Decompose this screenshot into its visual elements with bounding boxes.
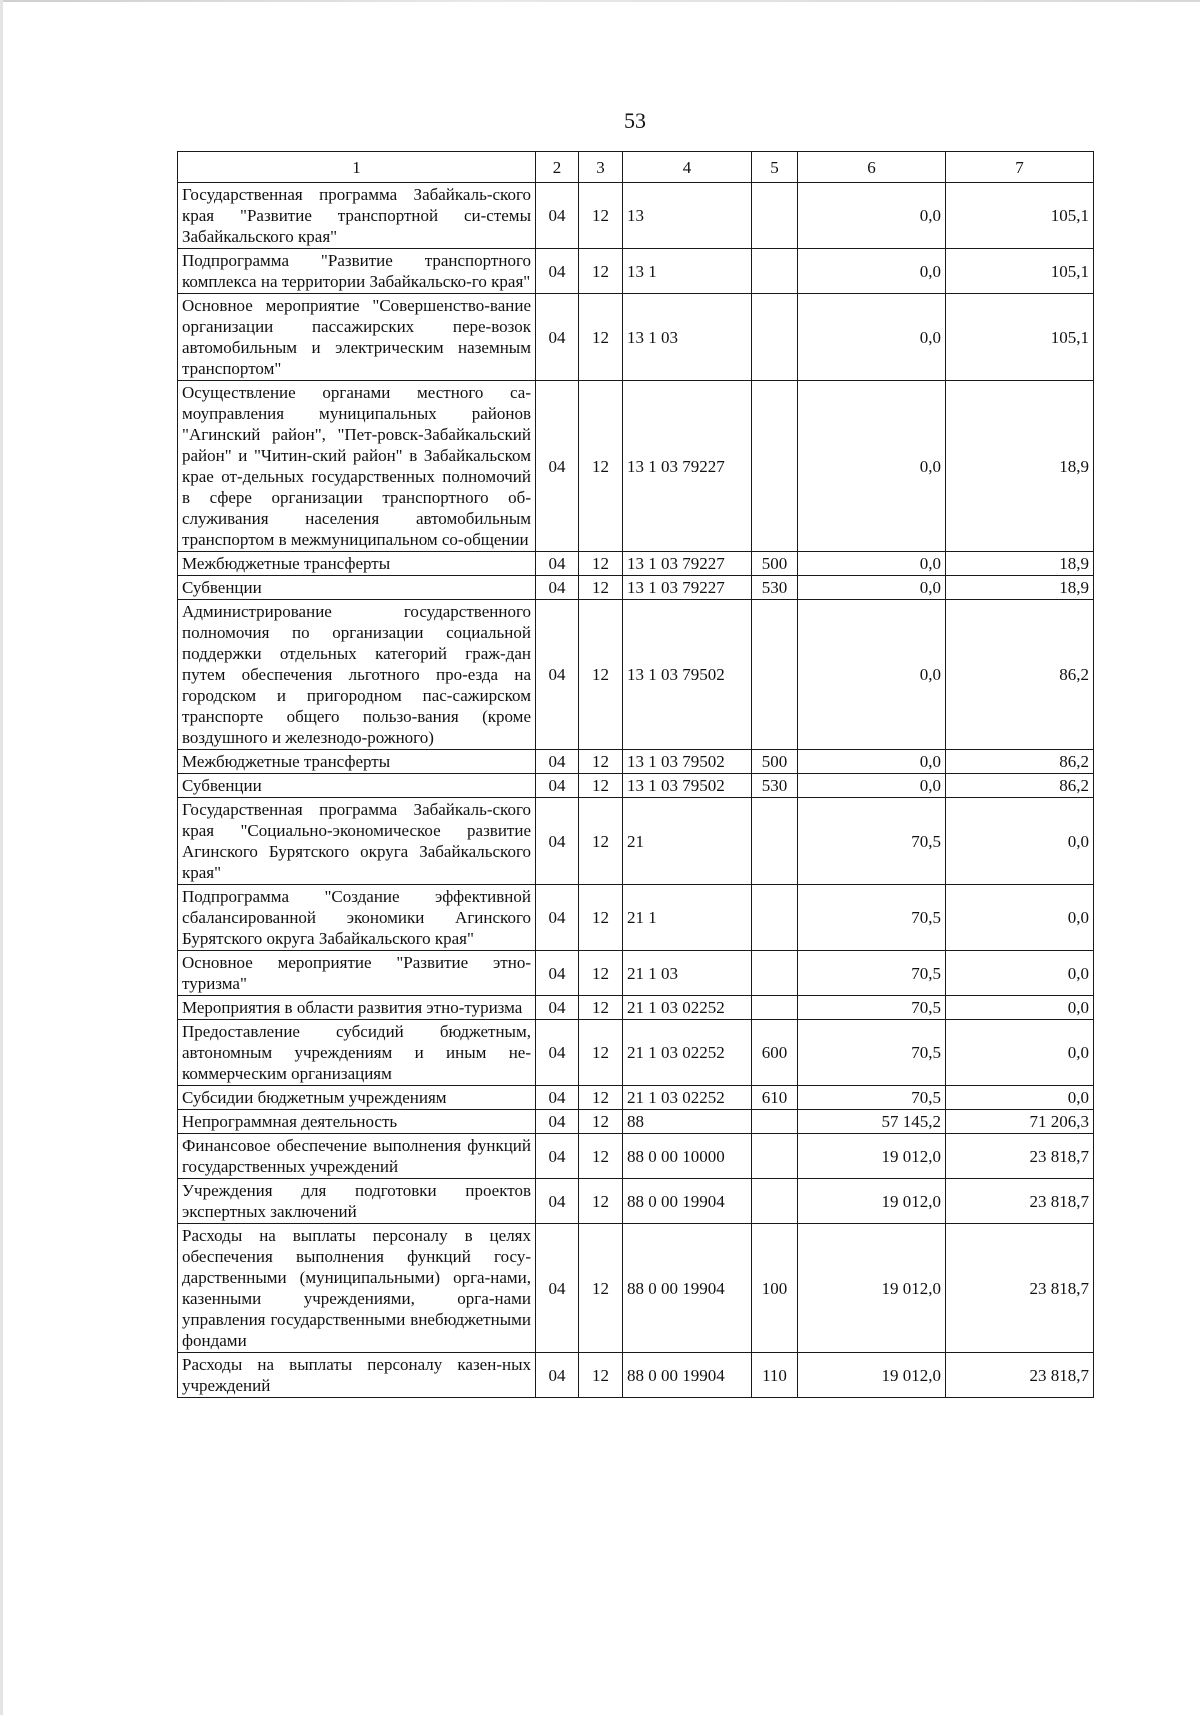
subsection-code-cell: 12 bbox=[579, 798, 623, 885]
subsection-code-cell: 12 bbox=[579, 1179, 623, 1224]
amount-col7-cell: 86,2 bbox=[946, 600, 1094, 750]
row-name-cell: Финансовое обеспечение выполнения функций государственных учреждений bbox=[178, 1134, 536, 1179]
expense-type-cell: 610 bbox=[752, 1086, 798, 1110]
amount-col6-cell: 70,5 bbox=[798, 798, 946, 885]
row-name-cell: Межбюджетные трансферты bbox=[178, 750, 536, 774]
amount-col7-cell: 23 818,7 bbox=[946, 1353, 1094, 1398]
amount-col6-cell: 0,0 bbox=[798, 183, 946, 249]
subsection-code-cell: 12 bbox=[579, 885, 623, 951]
subsection-code-cell: 12 bbox=[579, 1224, 623, 1353]
amount-col7-cell: 0,0 bbox=[946, 1020, 1094, 1086]
expense-type-cell bbox=[752, 183, 798, 249]
subsection-code-cell: 12 bbox=[579, 774, 623, 798]
amount-col7-cell: 105,1 bbox=[946, 249, 1094, 294]
target-article-cell: 21 1 03 02252 bbox=[623, 1020, 752, 1086]
table-row bbox=[178, 798, 1094, 885]
target-article-cell: 13 1 03 79502 bbox=[623, 774, 752, 798]
expense-type-cell bbox=[752, 381, 798, 552]
row-name-cell: Подпрограмма "Развитие транспортного комплекса на территории Забайкальско-го края" bbox=[178, 249, 536, 294]
table-row bbox=[178, 951, 1094, 996]
row-name-cell: Субвенции bbox=[178, 774, 536, 798]
expense-type-cell: 500 bbox=[752, 552, 798, 576]
target-article-cell: 13 1 03 79227 bbox=[623, 576, 752, 600]
table-row bbox=[178, 1224, 1094, 1353]
section-code-cell: 04 bbox=[536, 885, 579, 951]
table-row bbox=[178, 1110, 1094, 1134]
amount-col7-cell: 0,0 bbox=[946, 996, 1094, 1020]
row-name-cell: Осуществление органами местного са-моуправления муниципальных районов "Агинский район", "Пет-ровск-Забайкальский район" и "Читин-ский район" в Забайкальском крае от-дельных государственных полномочий в сфере организации транспортного об-служивания населения автомобильным транспортом в межмуниципальном со-общении bbox=[178, 381, 536, 552]
row-name-cell: Непрограммная деятельность bbox=[178, 1110, 536, 1134]
section-code-cell: 04 bbox=[536, 1353, 579, 1398]
section-code-cell: 04 bbox=[536, 249, 579, 294]
section-code-cell: 04 bbox=[536, 1020, 579, 1086]
amount-col7-cell: 71 206,3 bbox=[946, 1110, 1094, 1134]
table-row bbox=[178, 1086, 1094, 1110]
table-row bbox=[178, 885, 1094, 951]
amount-col7-cell: 0,0 bbox=[946, 1086, 1094, 1110]
amount-col6-cell: 70,5 bbox=[798, 1086, 946, 1110]
subsection-code-cell: 12 bbox=[579, 1086, 623, 1110]
amount-col7-cell: 105,1 bbox=[946, 294, 1094, 381]
table-row bbox=[178, 183, 1094, 249]
amount-col6-cell: 70,5 bbox=[798, 1020, 946, 1086]
table-row bbox=[178, 996, 1094, 1020]
page-number: 53 bbox=[624, 108, 646, 133]
table-row bbox=[178, 249, 1094, 294]
subsection-code-cell: 12 bbox=[579, 1110, 623, 1134]
expense-type-cell bbox=[752, 249, 798, 294]
amount-col7-cell: 23 818,7 bbox=[946, 1134, 1094, 1179]
amount-col7-cell: 86,2 bbox=[946, 750, 1094, 774]
row-name-cell: Государственная программа Забайкаль-ского края "Развитие транспортной си-стемы Забайкальского края" bbox=[178, 183, 536, 249]
table-row bbox=[178, 1179, 1094, 1224]
row-name-cell: Подпрограмма "Создание эффективной сбалансированной экономики Агинского Бурятского округа Забайкальского края" bbox=[178, 885, 536, 951]
row-name-cell: Расходы на выплаты персоналу казен-ных учреждений bbox=[178, 1353, 536, 1398]
row-name-cell: Мероприятия в области развития этно-туризма bbox=[178, 996, 536, 1020]
table-row bbox=[178, 600, 1094, 750]
column-header: 7 bbox=[946, 152, 1094, 183]
column-header: 5 bbox=[752, 152, 798, 183]
subsection-code-cell: 12 bbox=[579, 996, 623, 1020]
section-code-cell: 04 bbox=[536, 1224, 579, 1353]
row-name-cell: Расходы на выплаты персоналу в целях обеспечения выполнения функций госу-дарственными (муниципальными) орга-нами, казенными учреждениями, орга-нами управления государственными внебюджетными фондами bbox=[178, 1224, 536, 1353]
amount-col7-cell: 0,0 bbox=[946, 951, 1094, 996]
table-row bbox=[178, 774, 1094, 798]
subsection-code-cell: 12 bbox=[579, 1353, 623, 1398]
section-code-cell: 04 bbox=[536, 951, 579, 996]
amount-col6-cell: 19 012,0 bbox=[798, 1353, 946, 1398]
expense-type-cell bbox=[752, 1110, 798, 1134]
subsection-code-cell: 12 bbox=[579, 600, 623, 750]
table-row bbox=[178, 1134, 1094, 1179]
target-article-cell: 88 0 00 10000 bbox=[623, 1134, 752, 1179]
section-code-cell: 04 bbox=[536, 381, 579, 552]
expense-type-cell: 110 bbox=[752, 1353, 798, 1398]
subsection-code-cell: 12 bbox=[579, 951, 623, 996]
amount-col6-cell: 19 012,0 bbox=[798, 1134, 946, 1179]
expense-type-cell bbox=[752, 600, 798, 750]
expense-type-cell bbox=[752, 1134, 798, 1179]
section-code-cell: 04 bbox=[536, 750, 579, 774]
subsection-code-cell: 12 bbox=[579, 552, 623, 576]
column-header: 4 bbox=[623, 152, 752, 183]
target-article-cell: 13 1 03 bbox=[623, 294, 752, 381]
target-article-cell: 13 1 03 79227 bbox=[623, 552, 752, 576]
row-name-cell: Учреждения для подготовки проектов экспертных заключений bbox=[178, 1179, 536, 1224]
scan-edge-left bbox=[0, 0, 3, 1715]
amount-col7-cell: 23 818,7 bbox=[946, 1224, 1094, 1353]
amount-col6-cell: 19 012,0 bbox=[798, 1179, 946, 1224]
target-article-cell: 21 bbox=[623, 798, 752, 885]
section-code-cell: 04 bbox=[536, 600, 579, 750]
amount-col7-cell: 18,9 bbox=[946, 381, 1094, 552]
amount-col7-cell: 0,0 bbox=[946, 798, 1094, 885]
amount-col6-cell: 19 012,0 bbox=[798, 1224, 946, 1353]
scan-edge-top bbox=[0, 0, 1200, 2]
row-name-cell: Основное мероприятие "Развитие этно-туризма" bbox=[178, 951, 536, 996]
row-name-cell: Администрирование государственного полномочия по организации социальной поддержки отдельных категорий граж-дан путем обеспечения льготного про-езда на городском и пригородном пас-сажирском транспорте общего пользо-вания (кроме воздушного и железнодо-рожного) bbox=[178, 600, 536, 750]
section-code-cell: 04 bbox=[536, 552, 579, 576]
expense-type-cell: 100 bbox=[752, 1224, 798, 1353]
subsection-code-cell: 12 bbox=[579, 1134, 623, 1179]
budget-table bbox=[177, 151, 1094, 1398]
target-article-cell: 88 0 00 19904 bbox=[623, 1224, 752, 1353]
amount-col7-cell: 105,1 bbox=[946, 183, 1094, 249]
section-code-cell: 04 bbox=[536, 798, 579, 885]
target-article-cell: 21 1 03 02252 bbox=[623, 1086, 752, 1110]
section-code-cell: 04 bbox=[536, 1086, 579, 1110]
table-row bbox=[178, 381, 1094, 552]
target-article-cell: 13 1 03 79227 bbox=[623, 381, 752, 552]
column-header: 1 bbox=[178, 152, 536, 183]
subsection-code-cell: 12 bbox=[579, 1020, 623, 1086]
row-name-cell: Межбюджетные трансферты bbox=[178, 552, 536, 576]
subsection-code-cell: 12 bbox=[579, 381, 623, 552]
section-code-cell: 04 bbox=[536, 1179, 579, 1224]
target-article-cell: 21 1 bbox=[623, 885, 752, 951]
target-article-cell: 21 1 03 bbox=[623, 951, 752, 996]
subsection-code-cell: 12 bbox=[579, 750, 623, 774]
amount-col6-cell: 0,0 bbox=[798, 750, 946, 774]
row-name-cell: Субсидии бюджетным учреждениям bbox=[178, 1086, 536, 1110]
table-row bbox=[178, 294, 1094, 381]
target-article-cell: 88 bbox=[623, 1110, 752, 1134]
row-name-cell: Субвенции bbox=[178, 576, 536, 600]
row-name-cell: Основное мероприятие "Совершенство-вание организации пассажирских пере-возок автомобильным и электрическим наземным транспортом" bbox=[178, 294, 536, 381]
amount-col7-cell: 23 818,7 bbox=[946, 1179, 1094, 1224]
expense-type-cell bbox=[752, 951, 798, 996]
amount-col6-cell: 57 145,2 bbox=[798, 1110, 946, 1134]
amount-col6-cell: 70,5 bbox=[798, 996, 946, 1020]
subsection-code-cell: 12 bbox=[579, 183, 623, 249]
expense-type-cell bbox=[752, 885, 798, 951]
amount-col6-cell: 0,0 bbox=[798, 249, 946, 294]
expense-type-cell: 500 bbox=[752, 750, 798, 774]
table-row bbox=[178, 552, 1094, 576]
amount-col6-cell: 0,0 bbox=[798, 576, 946, 600]
table-row bbox=[178, 1020, 1094, 1086]
row-name-cell: Государственная программа Забайкаль-ского края "Социально-экономическое развитие Агинского Бурятского округа Забайкальского края" bbox=[178, 798, 536, 885]
expense-type-cell bbox=[752, 996, 798, 1020]
amount-col6-cell: 0,0 bbox=[798, 381, 946, 552]
expense-type-cell: 530 bbox=[752, 576, 798, 600]
subsection-code-cell: 12 bbox=[579, 576, 623, 600]
section-code-cell: 04 bbox=[536, 576, 579, 600]
amount-col6-cell: 0,0 bbox=[798, 294, 946, 381]
target-article-cell: 21 1 03 02252 bbox=[623, 996, 752, 1020]
amount-col7-cell: 18,9 bbox=[946, 552, 1094, 576]
subsection-code-cell: 12 bbox=[579, 294, 623, 381]
target-article-cell: 88 0 00 19904 bbox=[623, 1353, 752, 1398]
section-code-cell: 04 bbox=[536, 1110, 579, 1134]
column-header: 6 bbox=[798, 152, 946, 183]
amount-col7-cell: 0,0 bbox=[946, 885, 1094, 951]
target-article-cell: 88 0 00 19904 bbox=[623, 1179, 752, 1224]
table-body bbox=[178, 183, 1094, 1398]
amount-col6-cell: 70,5 bbox=[798, 885, 946, 951]
header-row bbox=[178, 152, 1094, 183]
subsection-code-cell: 12 bbox=[579, 249, 623, 294]
target-article-cell: 13 1 bbox=[623, 249, 752, 294]
expense-type-cell: 600 bbox=[752, 1020, 798, 1086]
amount-col7-cell: 18,9 bbox=[946, 576, 1094, 600]
table-row bbox=[178, 1353, 1094, 1398]
section-code-cell: 04 bbox=[536, 183, 579, 249]
amount-col6-cell: 0,0 bbox=[798, 774, 946, 798]
target-article-cell: 13 1 03 79502 bbox=[623, 600, 752, 750]
section-code-cell: 04 bbox=[536, 294, 579, 381]
section-code-cell: 04 bbox=[536, 774, 579, 798]
amount-col6-cell: 0,0 bbox=[798, 600, 946, 750]
amount-col6-cell: 70,5 bbox=[798, 951, 946, 996]
amount-col7-cell: 86,2 bbox=[946, 774, 1094, 798]
amount-col6-cell: 0,0 bbox=[798, 552, 946, 576]
section-code-cell: 04 bbox=[536, 1134, 579, 1179]
row-name-cell: Предоставление субсидий бюджетным, автономным учреждениям и иным не-коммерческим организациям bbox=[178, 1020, 536, 1086]
table-row bbox=[178, 576, 1094, 600]
target-article-cell: 13 1 03 79502 bbox=[623, 750, 752, 774]
section-code-cell: 04 bbox=[536, 996, 579, 1020]
expense-type-cell bbox=[752, 798, 798, 885]
expense-type-cell: 530 bbox=[752, 774, 798, 798]
expense-type-cell bbox=[752, 1179, 798, 1224]
table-row bbox=[178, 750, 1094, 774]
column-header: 3 bbox=[579, 152, 623, 183]
target-article-cell: 13 bbox=[623, 183, 752, 249]
expense-type-cell bbox=[752, 294, 798, 381]
column-header: 2 bbox=[536, 152, 579, 183]
